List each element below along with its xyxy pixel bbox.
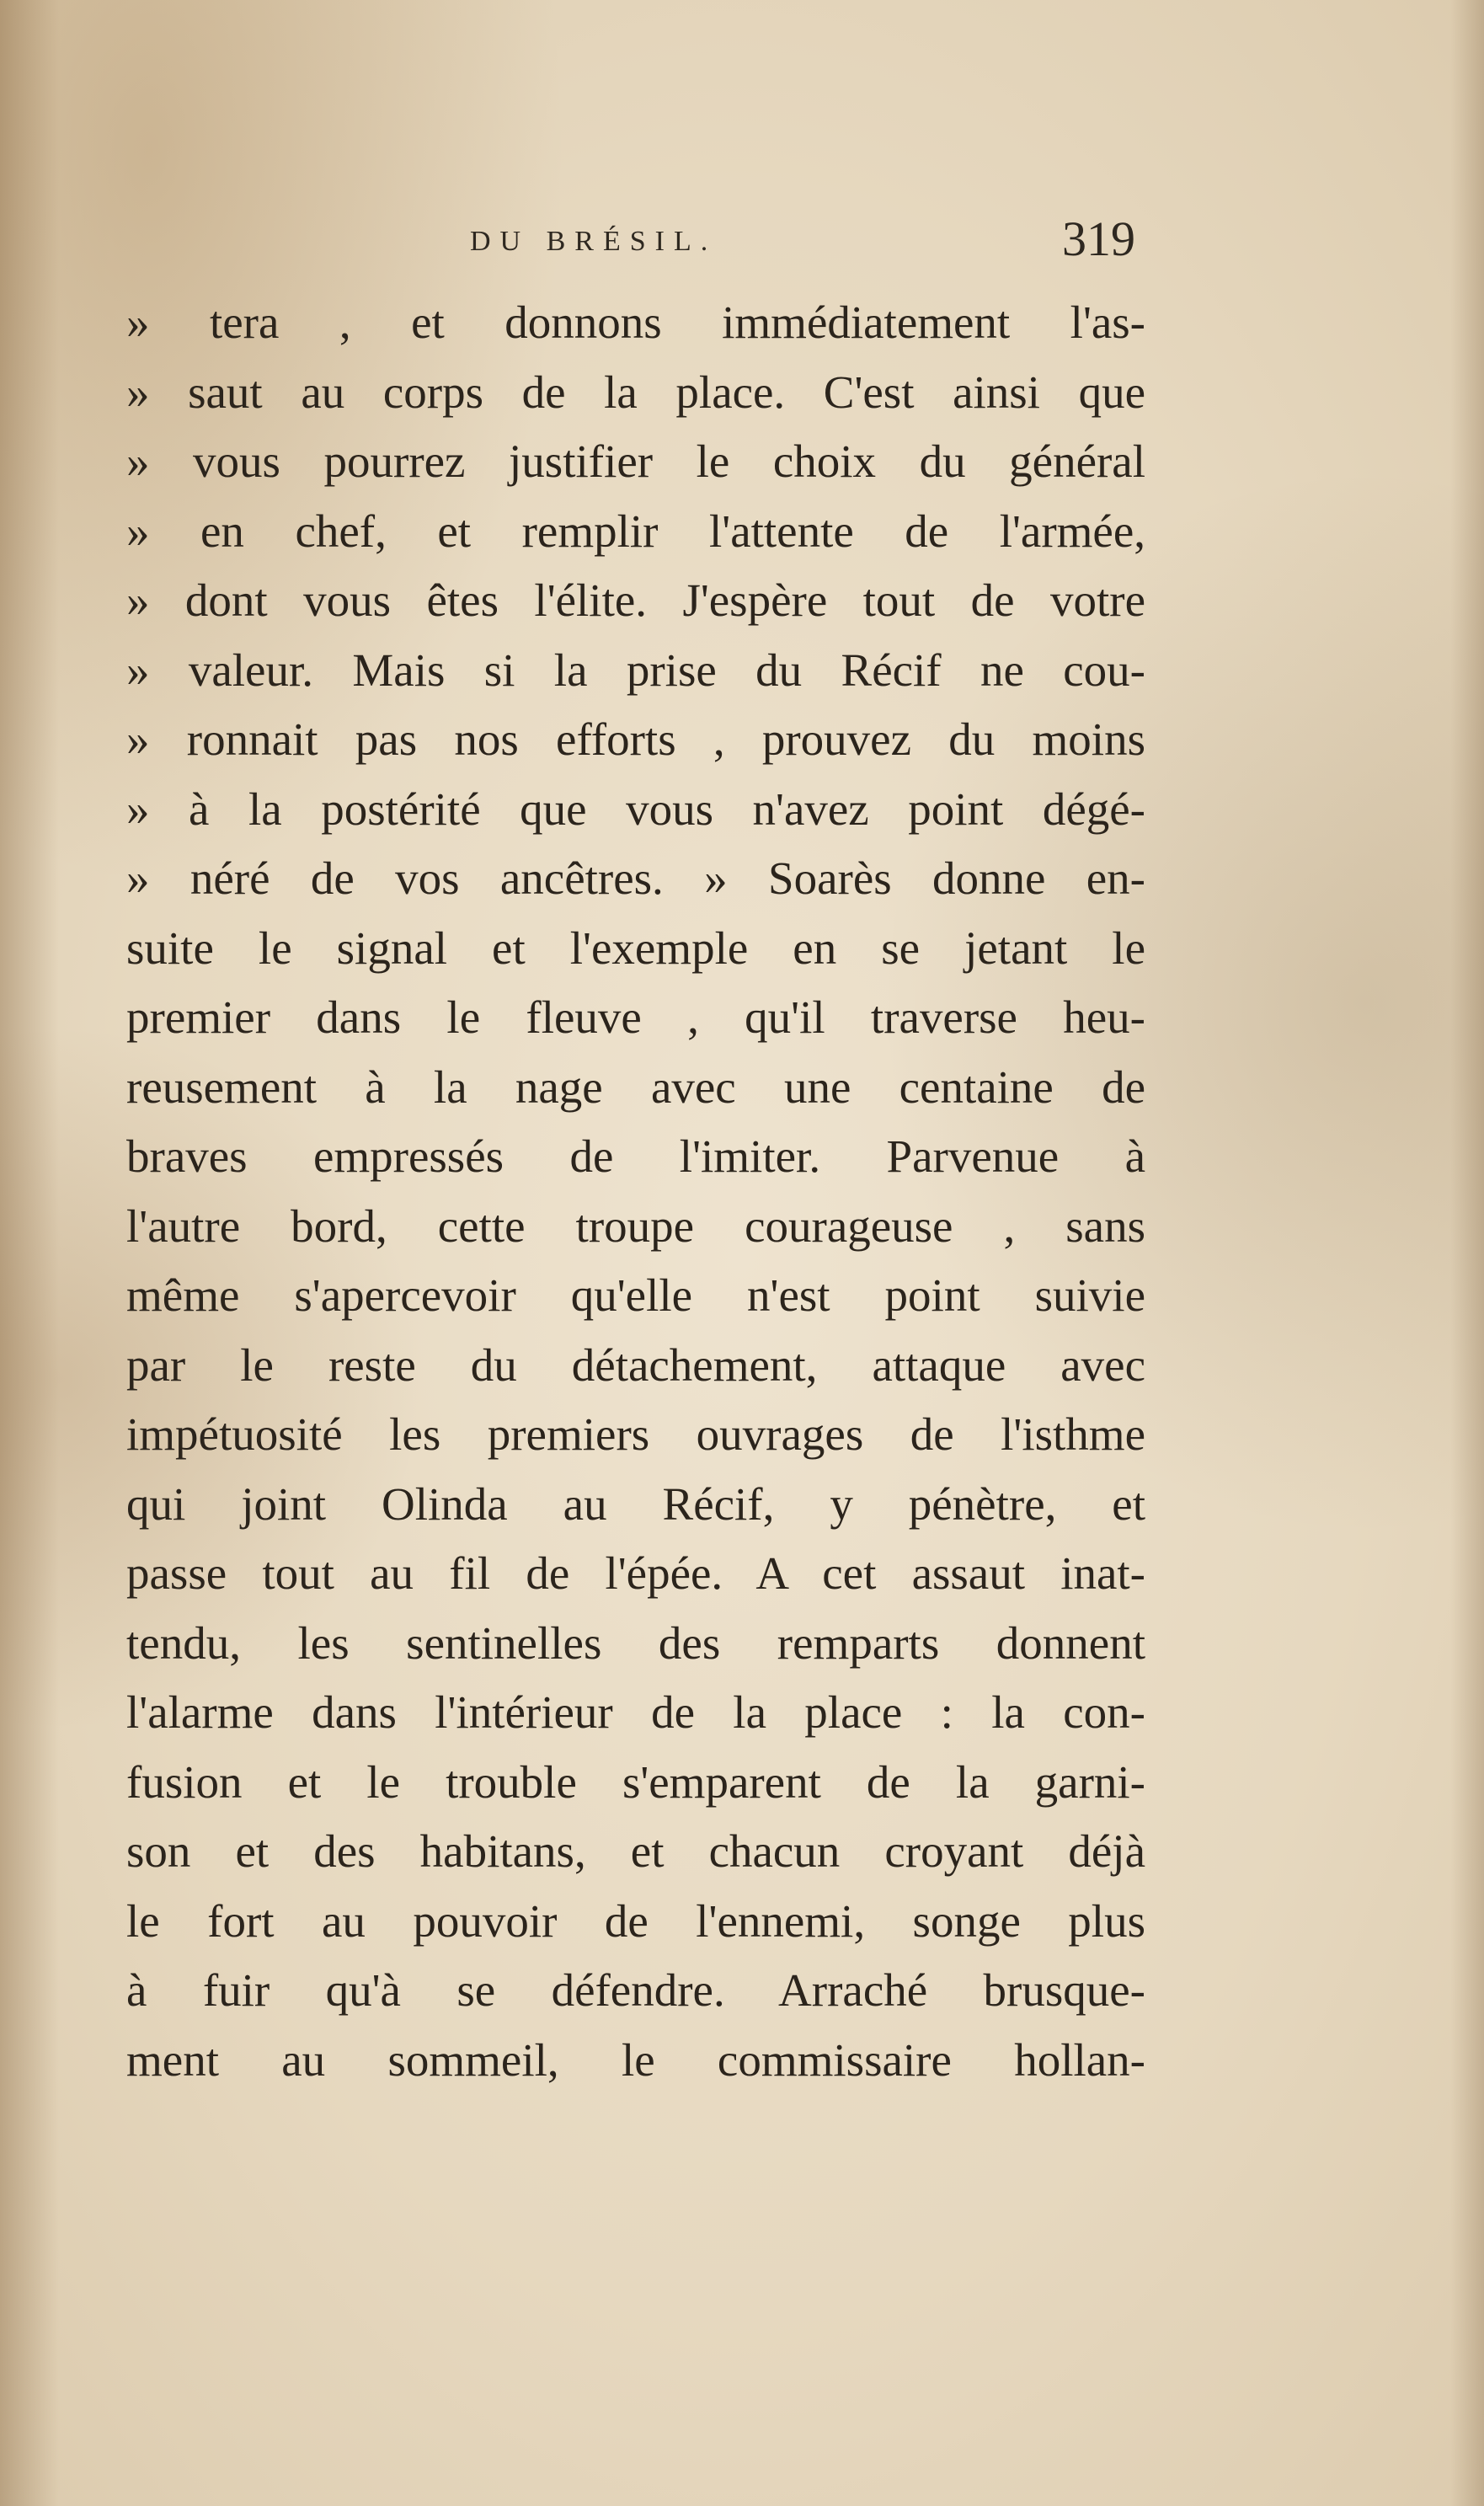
text-line: » saut au corps de la place. C'est ainsi que <box>126 366 1145 418</box>
text-line: » ronnait pas nos efforts , prouvez du moins <box>126 713 1145 765</box>
text-line: » à la postérité que vous n'avez point dégé- <box>126 783 1145 835</box>
text-line: passe tout au fil de l'épée. A cet assaut inat- <box>126 1547 1145 1599</box>
text-line: braves empressés de l'imiter. Parvenue à <box>126 1130 1145 1182</box>
text-line: premier dans le fleuve , qu'il traverse heu- <box>126 991 1145 1043</box>
text-line: l'autre bord, cette troupe courageuse , sans <box>126 1200 1145 1252</box>
text-line: qui joint Olinda au Récif, y pénètre, et <box>126 1477 1145 1530</box>
text-line: ment au sommeil, le commissaire hollan- <box>126 2033 1145 2086</box>
text-line: suite le signal et l'exemple en se jetant le <box>126 922 1145 974</box>
text-line: » valeur. Mais si la prise du Récif ne cou- <box>126 644 1145 696</box>
page-header <box>126 211 1145 270</box>
text-line: » tera , et donnons immédiatement l'as- <box>126 297 1145 348</box>
text-line: » vous pourrez justifier le choix du général <box>126 435 1145 487</box>
text-line: par le reste du détachement, attaque avec <box>126 1338 1145 1391</box>
text-line: » dont vous êtes l'élite. J'espère tout de votre <box>126 574 1145 626</box>
text-line: à fuir qu'à se défendre. Arraché brusque- <box>126 1964 1145 2016</box>
running-head: DU BRÉSIL. <box>470 226 718 257</box>
body-text <box>126 288 1145 2095</box>
text-line: reusement à la nage avec une centaine de <box>126 1061 1145 1113</box>
text-line: son et des habitans, et chacun croyant déjà <box>126 1825 1145 1877</box>
text-line: même s'apercevoir qu'elle n'est point suivie <box>126 1269 1145 1321</box>
text-line: le fort au pouvoir de l'ennemi, songe plus <box>126 1894 1145 1947</box>
page-number: 319 <box>1062 211 1135 266</box>
text-line: impétuosité les premiers ouvrages de l'isthme <box>126 1408 1145 1460</box>
text-line: » en chef, et remplir l'attente de l'armée, <box>126 505 1145 557</box>
text-line: tendu, les sentinelles des remparts donnent <box>126 1616 1145 1669</box>
text-line: fusion et le trouble s'emparent de la garni- <box>126 1755 1145 1808</box>
text-line: » néré de vos ancêtres. » Soarès donne en- <box>126 852 1145 904</box>
text-line: l'alarme dans l'intérieur de la place : la con- <box>126 1686 1145 1738</box>
